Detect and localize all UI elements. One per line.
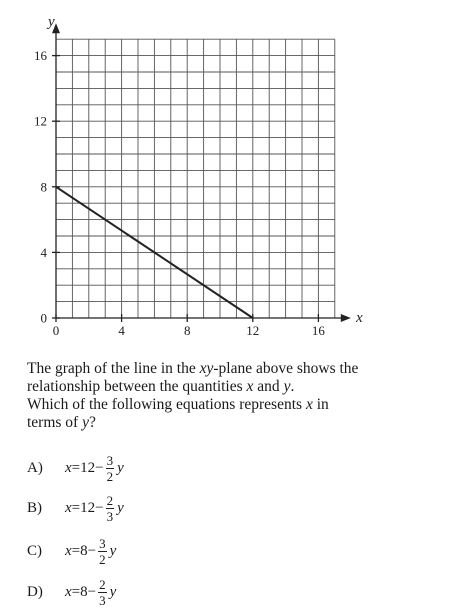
question-line-1: The graph of the line in the xy-plane above shows the [27, 360, 359, 377]
x-tick-label: 4 [118, 323, 125, 338]
question-text [27, 360, 447, 432]
y-tick-label: 0 [40, 310, 47, 326]
x-axis-label: x [356, 310, 363, 326]
choice-letter: A) [27, 459, 43, 476]
x-tick-label: 12 [246, 323, 260, 338]
fraction: $\frac{2}{3}$ [106, 492, 114, 524]
fraction: $\frac{3}{2}$ [106, 452, 114, 484]
y-axis-label: y [48, 14, 55, 30]
choice-a[interactable]: A) x = 12 − $\frac{3}{2}$ y [27, 452, 124, 484]
fraction: $\frac{2}{3}$ [99, 576, 106, 608]
choice-letter: B) [27, 499, 42, 516]
tick-labels [34, 48, 325, 338]
question-line-2: relationship between the quantities x and y. [27, 378, 295, 395]
fraction: $\frac{3}{2}$ [99, 535, 106, 567]
choice-b[interactable]: B) x = 12 − $\frac{2}{3}$ y [27, 492, 124, 524]
x-axis-arrow [341, 314, 351, 322]
x-tick-label: 0 [52, 323, 60, 338]
y-tick-label: 8 [40, 179, 47, 195]
y-tick-label: 12 [34, 113, 47, 129]
question-line-4: terms of y? [27, 414, 96, 431]
y-tick-label: 16 [34, 48, 47, 64]
choice-c[interactable]: C) x = 8 − $\frac{3}{2}$ y [27, 535, 117, 567]
grid-lines [56, 39, 335, 318]
choice-letter: D) [27, 583, 43, 600]
x-tick-label: 16 [311, 323, 325, 338]
y-tick-label: 4 [40, 244, 47, 260]
axes [52, 23, 351, 322]
x-tick-label: 8 [183, 323, 191, 338]
choice-d[interactable]: D) x = 8 − $\frac{2}{3}$ y [27, 576, 117, 608]
choice-letter: C) [27, 542, 42, 559]
question-line-3: Which of the following equations represents x in [27, 396, 329, 413]
